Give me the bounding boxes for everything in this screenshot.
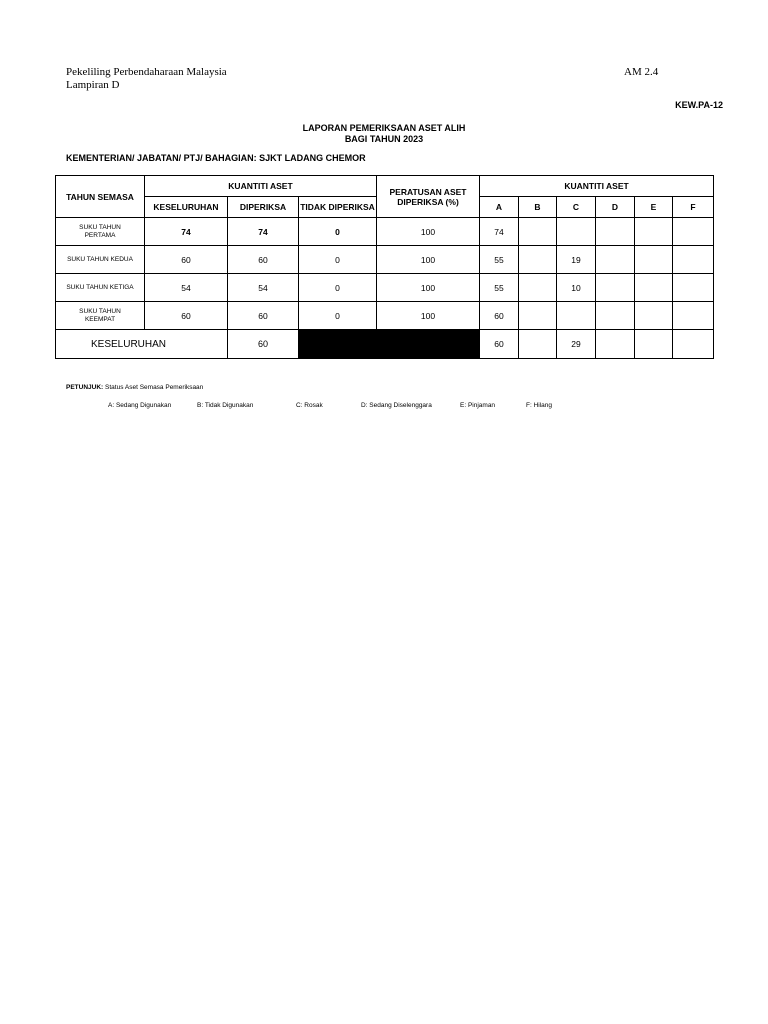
cell-e (635, 302, 673, 330)
cell-tidak-diperiksa: 0 (299, 274, 377, 302)
cell-peratusan: 100 (377, 218, 480, 246)
cell-f (673, 274, 714, 302)
report-title (0, 123, 768, 145)
cell-a: 60 (480, 302, 519, 330)
inspection-table (55, 175, 714, 359)
total-e (635, 330, 673, 359)
col-kuantiti-aset-status: KUANTITI ASET (480, 176, 714, 197)
total-value: 60 (228, 330, 299, 359)
total-row (56, 330, 714, 359)
legend-item-d: D: Sedang Diselenggara (361, 402, 432, 409)
cell-d (596, 218, 635, 246)
cell-f (673, 218, 714, 246)
col-kuantiti-aset: KUANTITI ASET (145, 176, 377, 197)
cell-f (673, 246, 714, 274)
cell-d (596, 274, 635, 302)
row-label: SUKU TAHUN KEDUA (56, 246, 145, 274)
report-title-line1: LAPORAN PEMERIKSAAN ASET ALIH (302, 123, 466, 133)
cell-e (635, 246, 673, 274)
cell-keseluruhan: 54 (145, 274, 228, 302)
row-label: SUKU TAHUN PERTAMA (56, 218, 145, 246)
total-c: 29 (557, 330, 596, 359)
cell-diperiksa: 60 (228, 302, 299, 330)
cell-diperiksa: 74 (228, 218, 299, 246)
col-tahun-semasa: TAHUN SEMASA (56, 176, 145, 218)
circular-reference (66, 66, 227, 92)
table-row (56, 246, 714, 274)
cell-diperiksa: 54 (228, 274, 299, 302)
cell-b (519, 246, 557, 274)
cell-diperiksa: 60 (228, 246, 299, 274)
cell-a: 74 (480, 218, 519, 246)
cell-keseluruhan: 74 (145, 218, 228, 246)
col-status-c: C (557, 197, 596, 218)
cell-b (519, 302, 557, 330)
cell-c (557, 302, 596, 330)
note-label: PETUNJUK: (66, 384, 104, 391)
table-row (56, 218, 714, 246)
col-peratusan: PERATUSAN ASET DIPERIKSA (%) (377, 176, 480, 218)
document-code: AM 2.4 (624, 66, 659, 78)
cell-tidak-diperiksa: 0 (299, 246, 377, 274)
cell-tidak-diperiksa: 0 (299, 302, 377, 330)
cell-keseluruhan: 60 (145, 302, 228, 330)
appendix-label: Lampiran D (66, 79, 120, 91)
col-status-d: D (596, 197, 635, 218)
legend-note (66, 384, 203, 391)
cell-d (596, 246, 635, 274)
cell-c: 10 (557, 274, 596, 302)
ministry-line: KEMENTERIAN/ JABATAN/ PTJ/ BAHAGIAN: SJKT LADANG CHEMOR (66, 153, 366, 163)
cell-e (635, 274, 673, 302)
col-diperiksa: DIPERIKSA (228, 197, 299, 218)
col-status-b: B (519, 197, 557, 218)
cell-c (557, 218, 596, 246)
cell-a: 55 (480, 274, 519, 302)
col-status-e: E (635, 197, 673, 218)
row-label: SUKU TAHUN KEEMPAT (56, 302, 145, 330)
redacted-block (299, 330, 480, 359)
cell-a: 55 (480, 246, 519, 274)
cell-f (673, 302, 714, 330)
row-label: SUKU TAHUN KETIGA (56, 274, 145, 302)
total-label: KESELURUHAN (56, 330, 228, 359)
circular-title: Pekeliling Perbendaharaan Malaysia (66, 66, 227, 78)
table-row (56, 274, 714, 302)
cell-peratusan: 100 (377, 246, 480, 274)
cell-d (596, 302, 635, 330)
total-d (596, 330, 635, 359)
legend-item-f: F: Hilang (526, 402, 553, 409)
cell-peratusan: 100 (377, 274, 480, 302)
legend-item-b: B: Tidak Digunakan (197, 402, 254, 409)
total-b (519, 330, 557, 359)
cell-tidak-diperiksa: 0 (299, 218, 377, 246)
legend-item-a: A: Sedang Digunakan (108, 402, 172, 409)
total-f (673, 330, 714, 359)
cell-b (519, 218, 557, 246)
total-a: 60 (480, 330, 519, 359)
col-status-a: A (480, 197, 519, 218)
cell-b (519, 274, 557, 302)
form-code: KEW.PA-12 (675, 100, 723, 110)
cell-c: 19 (557, 246, 596, 274)
col-status-f: F (673, 197, 714, 218)
cell-peratusan: 100 (377, 302, 480, 330)
legend-item-c: C: Rosak (296, 402, 323, 409)
table-row (56, 302, 714, 330)
col-keseluruhan: KESELURUHAN (145, 197, 228, 218)
cell-e (635, 218, 673, 246)
note-text: Status Aset Semasa Pemeriksaan (105, 384, 204, 391)
cell-keseluruhan: 60 (145, 246, 228, 274)
header-row-1 (56, 176, 714, 197)
report-title-line2: BAGI TAHUN 2023 (344, 134, 424, 144)
col-tidak-diperiksa: TIDAK DIPERIKSA (299, 197, 377, 218)
legend-item-e: E: Pinjaman (460, 402, 496, 409)
